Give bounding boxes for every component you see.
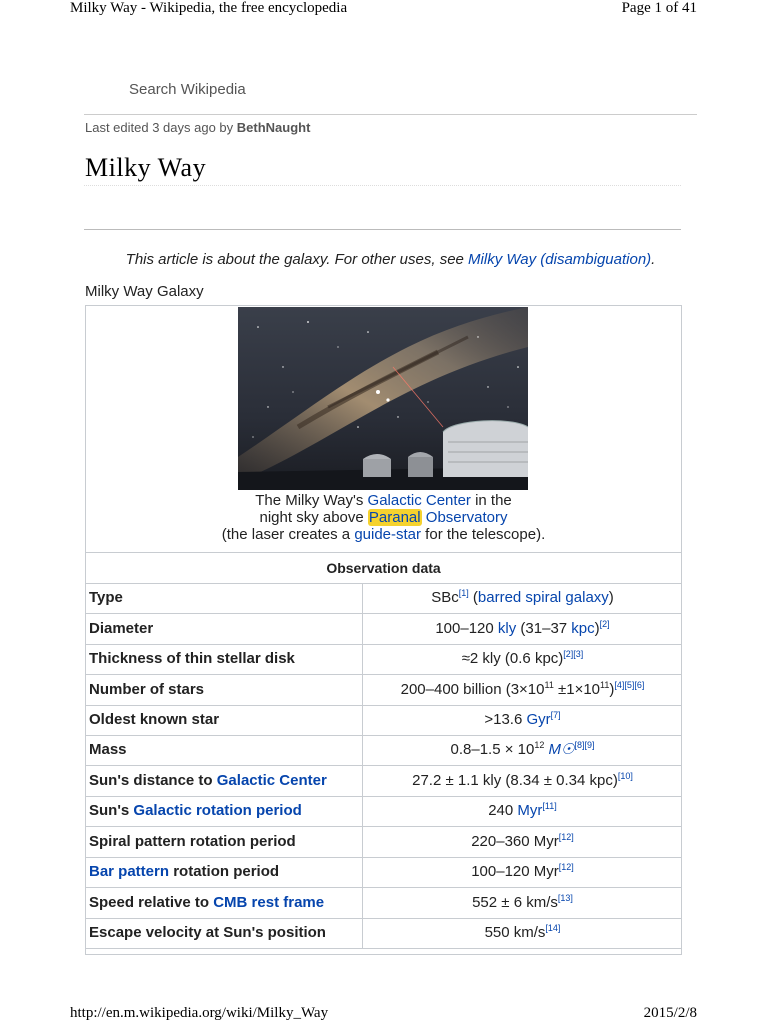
citation-link[interactable]: [12] [558, 862, 574, 872]
print-header-title: Milky Way - Wikipedia, the free encyclopedia [70, 0, 348, 16]
citation-link[interactable]: [8][9] [574, 740, 595, 750]
bar-label [89, 857, 279, 887]
exponent: 12 [534, 740, 545, 750]
kpc-link[interactable]: kpc [571, 620, 595, 637]
observatory-link[interactable]: Observatory [421, 509, 508, 526]
infobox-row-bar [86, 857, 681, 888]
type-value: SBc[1] (barred spiral galaxy) [362, 583, 682, 613]
speed-value [362, 888, 682, 918]
gyr-link[interactable]: Gyr [526, 711, 551, 728]
header-divider [84, 114, 697, 115]
infobox-title: Milky Way Galaxy [85, 283, 204, 300]
value-text: SBc [431, 589, 459, 606]
search-input[interactable]: Search Wikipedia [129, 81, 246, 98]
page-title: Milky Way [85, 153, 207, 182]
barred-spiral-galaxy-link[interactable]: barred spiral galaxy [477, 589, 609, 606]
diameter-label-link[interactable]: Diameter [89, 620, 154, 637]
value-text: ) [594, 620, 600, 637]
value-text: 552 ± 6 km/s [472, 894, 558, 911]
guide-star-link[interactable]: guide-star [354, 526, 422, 543]
last-editor-user[interactable]: BethNaught [236, 120, 311, 135]
last-edited-text: Last edited 3 days ago by [85, 120, 237, 135]
oldest-star-value [362, 705, 682, 735]
value-text: ≈2 kly (0.6 kpc) [461, 650, 564, 667]
infobox-row-type [86, 583, 681, 614]
caption-text: The Milky Way's [255, 492, 368, 509]
rotation-value [362, 796, 682, 826]
escape-label: Escape velocity at Sun's position [89, 924, 326, 941]
myr-link[interactable]: Myr [517, 802, 543, 819]
print-header-page-number: Page 1 of 41 [621, 0, 697, 16]
kly-link[interactable]: kly [497, 620, 517, 637]
mass-value [362, 735, 682, 765]
infobox-row-mass [86, 735, 681, 766]
caption-text: in the [470, 492, 512, 509]
rotation-label [89, 796, 302, 826]
caption-text: night sky above [259, 509, 368, 526]
label-text: Speed relative to [89, 894, 214, 911]
print-footer-date: 2015/2/8 [643, 1005, 697, 1021]
value-text: (31–37 [516, 620, 572, 637]
stars-value [362, 675, 682, 705]
cmb-rest-frame-link[interactable]: CMB rest frame [213, 894, 325, 911]
print-footer-url: http://en.m.wikipedia.org/wiki/Milky_Way [70, 1005, 329, 1021]
value-text: 27.2 ± 1.1 kly (8.34 ± 0.34 kpc) [412, 772, 618, 789]
value-text: 0.8–1.5 × 10 [450, 741, 535, 758]
galactic-center-link[interactable]: Galactic Center [367, 492, 471, 509]
type-label-link[interactable]: Type [89, 589, 123, 606]
value-text: 100–120 Myr [471, 863, 559, 880]
infobox-row-stars [86, 675, 681, 706]
value-text: 200–400 billion (3×10 [400, 681, 545, 698]
citation-link[interactable]: [11] [542, 801, 557, 811]
citation-link[interactable]: [14] [545, 923, 561, 933]
milky-way-photo[interactable] [238, 307, 528, 490]
caption-text: for the telescope). [421, 526, 546, 543]
bar-pattern-link[interactable]: Bar pattern [89, 863, 170, 880]
title-underline [84, 185, 681, 186]
observation-data-header: Observation data [86, 552, 681, 584]
image-caption [85, 492, 682, 543]
value-text: 550 km/s [484, 924, 546, 941]
paranal-highlight-link[interactable]: Paranal [368, 509, 421, 526]
infobox-row-rotation [86, 796, 681, 827]
citation-link[interactable]: [4][5][6] [614, 680, 645, 690]
solar-mass-link[interactable]: M☉ [548, 741, 575, 758]
citation-link[interactable]: [10] [617, 771, 633, 781]
citation-link[interactable]: [1] [458, 588, 469, 598]
hatnote-text: This article is about the galaxy. For other uses, see [125, 251, 469, 268]
value-text: 240 [488, 802, 518, 819]
value-text: 100–120 [435, 620, 498, 637]
escape-value [362, 918, 682, 948]
infobox-row-diameter [86, 614, 681, 645]
infobox-row-oldest-star [86, 705, 681, 736]
infobox-row-spiral [86, 827, 681, 858]
infobox-row-escape [86, 918, 681, 949]
caption-text: (the laser creates a [221, 526, 355, 543]
hatnote-end: . [651, 251, 656, 268]
label-text: rotation period [169, 863, 280, 880]
value-text: 220–360 Myr [471, 833, 559, 850]
infobox-row-thickness [86, 644, 681, 675]
last-edited-line[interactable] [85, 120, 310, 135]
thickness-value [362, 644, 682, 674]
citation-link[interactable]: [2] [599, 619, 610, 629]
section-divider [84, 229, 681, 230]
citation-link[interactable]: [12] [558, 832, 574, 842]
citation-link[interactable]: [7] [550, 710, 561, 720]
stars-label: Number of stars [89, 681, 205, 698]
disambiguation-link[interactable]: Milky Way (disambiguation) [468, 251, 652, 268]
galactic-center-link[interactable]: Galactic Center [216, 772, 327, 789]
citation-link[interactable]: [13] [557, 893, 573, 903]
label-text: Sun's [89, 802, 134, 819]
galactic-rotation-link[interactable]: Galactic rotation period [133, 802, 302, 819]
diameter-value [362, 614, 682, 644]
thickness-label: Thickness of thin stellar disk [89, 650, 295, 667]
bar-value [362, 857, 682, 887]
sun-distance-value [362, 766, 682, 796]
value-text: ) [609, 681, 615, 698]
speed-label [89, 888, 324, 918]
citation-link[interactable]: [2][3] [563, 649, 584, 659]
spiral-pattern-link[interactable]: Spiral pattern rotation period [89, 833, 296, 850]
hatnote [84, 251, 697, 268]
value-text: >13.6 [484, 711, 527, 728]
infobox-row-speed [86, 888, 681, 919]
spiral-value [362, 827, 682, 857]
oldest-star-label: Oldest known star [89, 711, 220, 728]
sun-distance-label [89, 766, 327, 796]
label-text: Sun's distance to [89, 772, 217, 789]
mass-label: Mass [89, 741, 127, 758]
exponent: 11 [600, 680, 610, 690]
value-text: ±1×10 [553, 681, 601, 698]
infobox-row-sun-distance [86, 766, 681, 797]
exponent: 11 [544, 680, 554, 690]
